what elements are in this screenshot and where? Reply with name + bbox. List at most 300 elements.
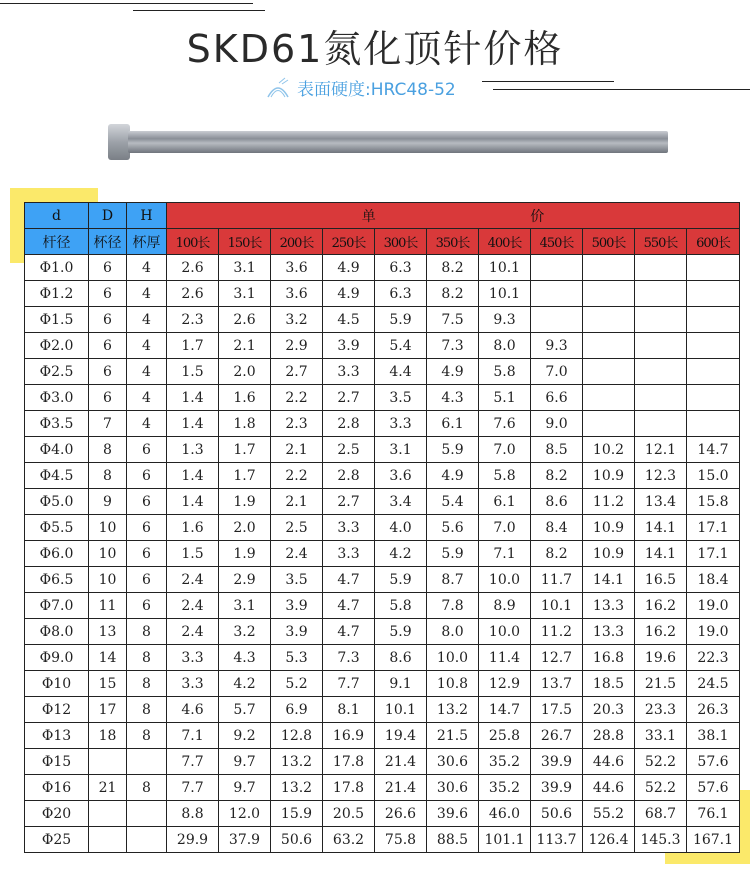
cell-price: 5.3 [271,645,323,671]
table-row [25,723,740,749]
ejector-pin-image [108,124,668,160]
cell-price: 8.4 [531,515,583,541]
cell-price: 5.1 [479,385,531,411]
cell-cup-thickness: 6 [127,567,167,593]
table-row [25,515,740,541]
cell-price: 11.4 [479,645,531,671]
cell-cup-thickness: 6 [127,541,167,567]
table-row [25,359,740,385]
cell-price: 2.5 [323,437,375,463]
cell-price: 12.7 [531,645,583,671]
table-row [25,801,740,827]
cell-cup-diameter: 15 [89,671,127,697]
cell-price: 22.3 [687,645,740,671]
cell-price: 7.7 [323,671,375,697]
cell-price: 2.6 [167,255,219,281]
cell-price: 5.9 [375,619,427,645]
cell-price: 4.9 [323,255,375,281]
cell-cup-diameter: 8 [89,437,127,463]
cell-price: 12.8 [271,723,323,749]
cell-price [687,281,740,307]
cell-price: 8.2 [531,541,583,567]
cell-price: 4.9 [427,359,479,385]
cell-price: 44.6 [583,775,635,801]
cell-price: 20.5 [323,801,375,827]
cell-cup-thickness: 8 [127,775,167,801]
cell-price: 1.5 [167,359,219,385]
cell-price: 17.1 [687,515,740,541]
cell-price: 2.0 [219,515,271,541]
cell-price: 29.9 [167,827,219,853]
cell-price: 1.4 [167,463,219,489]
cell-price: 5.9 [427,437,479,463]
cell-price: 2.0 [219,359,271,385]
cell-price: 3.6 [375,463,427,489]
cell-price: 5.6 [427,515,479,541]
cell-price: 76.1 [687,801,740,827]
cell-diameter: Φ4.5 [25,463,89,489]
cell-diameter: Φ20 [25,801,89,827]
cell-price: 7.3 [323,645,375,671]
cell-cup-diameter: 6 [89,333,127,359]
cell-price: 113.7 [531,827,583,853]
cell-price: 10.0 [479,567,531,593]
cell-price: 13.7 [531,671,583,697]
table-row [25,645,740,671]
cell-price: 8.2 [427,281,479,307]
cell-price: 52.2 [635,775,687,801]
cell-price: 167.1 [687,827,740,853]
cell-price: 13.2 [427,697,479,723]
table-row [25,593,740,619]
header-D: D [89,203,127,229]
cell-price: 9.3 [531,333,583,359]
table-row [25,619,740,645]
cell-price: 44.6 [583,749,635,775]
cell-diameter: Φ8.0 [25,619,89,645]
cell-diameter: Φ10 [25,671,89,697]
cell-price: 12.9 [479,671,531,697]
cell-price [687,411,740,437]
cell-price: 4.2 [375,541,427,567]
cell-price: 14.7 [479,697,531,723]
cell-price: 2.8 [323,463,375,489]
cell-price: 8.0 [479,333,531,359]
cell-price: 35.2 [479,749,531,775]
cell-price: 9.2 [219,723,271,749]
header-length-7: 450长 [531,229,583,255]
cell-cup-thickness: 6 [127,489,167,515]
cell-price: 1.5 [167,541,219,567]
cell-price: 6.6 [531,385,583,411]
cell-price: 7.8 [427,593,479,619]
cell-price [531,281,583,307]
page-title: SKD61氮化顶针价格 [186,27,564,71]
cell-price: 1.4 [167,489,219,515]
cell-price: 50.6 [531,801,583,827]
cell-cup-diameter: 10 [89,567,127,593]
cell-price: 17.8 [323,775,375,801]
cell-diameter: Φ9.0 [25,645,89,671]
subtitle-text: 表面硬度:HRC48-52 [297,80,456,100]
cell-price: 3.1 [375,437,427,463]
header-length-5: 350长 [427,229,479,255]
header-d: d [25,203,89,229]
cell-cup-diameter: 6 [89,307,127,333]
cell-price: 14.1 [635,515,687,541]
cell-price: 7.0 [479,515,531,541]
cell-price: 33.1 [635,723,687,749]
cell-price: 19.0 [687,593,740,619]
cell-price: 15.8 [687,489,740,515]
cell-cup-diameter: 6 [89,359,127,385]
cell-price: 3.1 [219,255,271,281]
cell-price: 16.5 [635,567,687,593]
cell-cup-thickness [127,827,167,853]
cell-price: 14.1 [635,541,687,567]
table-row [25,255,740,281]
cell-price: 2.8 [323,411,375,437]
hardness-icon [265,77,291,99]
subtitle [265,75,456,100]
cell-price: 5.9 [427,541,479,567]
cell-price: 2.4 [271,541,323,567]
cell-price: 46.0 [479,801,531,827]
cell-cup-thickness: 8 [127,619,167,645]
cell-price: 3.3 [323,515,375,541]
cell-cup-thickness: 4 [127,281,167,307]
cell-price: 1.9 [219,541,271,567]
cell-cup-diameter: 8 [89,463,127,489]
cell-price [635,385,687,411]
cell-price: 8.2 [427,255,479,281]
header-length-0: 100长 [167,229,219,255]
cell-price: 25.8 [479,723,531,749]
table-row [25,489,740,515]
cell-cup-diameter: 9 [89,489,127,515]
cell-price: 3.6 [271,281,323,307]
cell-diameter: Φ15 [25,749,89,775]
cell-cup-thickness: 4 [127,385,167,411]
cell-price: 8.9 [479,593,531,619]
table-row [25,827,740,853]
cell-price [635,255,687,281]
cell-price [687,333,740,359]
header-length-8: 500长 [583,229,635,255]
cell-price: 1.3 [167,437,219,463]
cell-price: 8.8 [167,801,219,827]
cell-price: 37.9 [219,827,271,853]
cell-price: 7.7 [167,775,219,801]
cell-price: 14.7 [687,437,740,463]
header-length-1: 150长 [219,229,271,255]
cell-price: 3.4 [375,489,427,515]
cell-price: 11.7 [531,567,583,593]
cell-price [635,281,687,307]
cell-cup-thickness: 4 [127,411,167,437]
cell-price: 5.8 [479,359,531,385]
cell-price: 5.4 [375,333,427,359]
cell-price: 2.3 [271,411,323,437]
cell-cup-diameter: 6 [89,281,127,307]
cell-cup-thickness: 6 [127,437,167,463]
cell-price: 39.6 [427,801,479,827]
cell-price: 7.3 [427,333,479,359]
table-row [25,697,740,723]
cell-price: 2.1 [271,437,323,463]
cell-price: 3.3 [167,645,219,671]
cell-price: 21.4 [375,775,427,801]
cell-price: 10.9 [583,541,635,567]
cell-price: 7.5 [427,307,479,333]
cell-cup-thickness: 8 [127,723,167,749]
cell-diameter: Φ16 [25,775,89,801]
cell-price: 17.8 [323,749,375,775]
cell-cup-diameter: 6 [89,255,127,281]
cell-price: 2.4 [167,619,219,645]
cell-price: 35.2 [479,775,531,801]
cell-price: 6.1 [479,489,531,515]
cell-price: 1.6 [219,385,271,411]
cell-cup-diameter [89,749,127,775]
cell-price: 5.4 [427,489,479,515]
cell-price: 30.6 [427,775,479,801]
cell-price: 13.4 [635,489,687,515]
cell-price: 7.6 [479,411,531,437]
cell-cup-diameter: 11 [89,593,127,619]
cell-cup-diameter: 17 [89,697,127,723]
cell-cup-thickness: 6 [127,593,167,619]
cell-cup-thickness: 4 [127,359,167,385]
decor-line [133,10,265,11]
header-H: H [127,203,167,229]
cell-diameter: Φ1.2 [25,281,89,307]
cell-price: 55.2 [583,801,635,827]
cell-price: 8.5 [531,437,583,463]
cell-price: 15.0 [687,463,740,489]
cell-price [687,255,740,281]
cell-price: 1.4 [167,385,219,411]
cell-price: 8.7 [427,567,479,593]
cell-price: 7.1 [479,541,531,567]
cell-price: 2.4 [167,593,219,619]
cell-price: 2.2 [271,463,323,489]
cell-price: 3.3 [167,671,219,697]
cell-price: 2.6 [219,307,271,333]
cell-diameter: Φ12 [25,697,89,723]
cell-price [583,385,635,411]
cell-price: 3.9 [271,619,323,645]
cell-price [687,359,740,385]
cell-price: 2.9 [219,567,271,593]
cell-diameter: Φ5.5 [25,515,89,541]
cell-cup-diameter: 18 [89,723,127,749]
cell-price: 12.0 [219,801,271,827]
header-length-2: 200长 [271,229,323,255]
cell-price: 10.2 [583,437,635,463]
cell-price: 21.5 [635,671,687,697]
cell-price: 11.2 [583,489,635,515]
header-unit-price-1: 单 [361,208,376,225]
cell-diameter: Φ3.5 [25,411,89,437]
header-length-3: 250长 [323,229,375,255]
cell-price: 10.9 [583,515,635,541]
cell-diameter: Φ4.0 [25,437,89,463]
cell-cup-diameter: 6 [89,385,127,411]
cell-price: 21.4 [375,749,427,775]
cell-diameter: Φ7.0 [25,593,89,619]
cell-price: 63.2 [323,827,375,853]
cell-price: 3.6 [271,255,323,281]
header-length-6: 400长 [479,229,531,255]
cell-price: 4.5 [323,307,375,333]
cell-price: 2.6 [167,281,219,307]
cell-price [583,281,635,307]
cell-price: 10.0 [427,645,479,671]
cell-price: 3.1 [219,593,271,619]
cell-price: 23.3 [635,697,687,723]
cell-price: 126.4 [583,827,635,853]
cell-price: 8.6 [531,489,583,515]
cell-price: 3.2 [271,307,323,333]
cell-price [583,333,635,359]
cell-price: 4.6 [167,697,219,723]
cell-price: 19.4 [375,723,427,749]
cell-cup-diameter: 14 [89,645,127,671]
cell-diameter: Φ3.0 [25,385,89,411]
cell-price: 4.7 [323,567,375,593]
cell-price [635,411,687,437]
cell-price: 18.5 [583,671,635,697]
cell-price: 26.3 [687,697,740,723]
header-length-10: 600长 [687,229,740,255]
cell-price: 4.0 [375,515,427,541]
cell-price: 7.0 [479,437,531,463]
cell-price: 13.2 [271,749,323,775]
cell-price: 26.7 [531,723,583,749]
cell-price: 1.7 [219,463,271,489]
cell-price: 17.5 [531,697,583,723]
cell-price: 10.9 [583,463,635,489]
cell-price: 2.1 [271,489,323,515]
cell-price: 19.0 [687,619,740,645]
cell-price: 12.1 [635,437,687,463]
cell-price: 4.3 [427,385,479,411]
header-length-4: 300长 [375,229,427,255]
cell-cup-thickness [127,749,167,775]
cell-price [583,359,635,385]
cell-price: 6.3 [375,281,427,307]
cell-price: 2.1 [219,333,271,359]
cell-price: 2.7 [323,489,375,515]
header-unit-price-2: 价 [530,208,545,225]
cell-cup-diameter: 13 [89,619,127,645]
table-row [25,437,740,463]
cell-price: 3.9 [271,593,323,619]
cell-price: 2.7 [271,359,323,385]
cell-price: 101.1 [479,827,531,853]
cell-price: 5.8 [375,593,427,619]
cell-price: 88.5 [427,827,479,853]
cell-price [531,255,583,281]
cell-price: 17.1 [687,541,740,567]
cell-price: 5.9 [375,307,427,333]
decor-line [482,81,614,82]
cell-price: 11.2 [531,619,583,645]
cell-price: 1.7 [167,333,219,359]
cell-price: 9.0 [531,411,583,437]
cell-price: 16.2 [635,593,687,619]
cell-price [583,411,635,437]
cell-price: 9.3 [479,307,531,333]
cell-price: 16.8 [583,645,635,671]
cell-price: 10.0 [479,619,531,645]
cell-price: 3.5 [375,385,427,411]
cell-cup-diameter [89,827,127,853]
decor-line [0,3,253,4]
cell-price: 13.2 [271,775,323,801]
cell-price: 7.0 [531,359,583,385]
cell-price: 4.7 [323,593,375,619]
cell-price: 20.3 [583,697,635,723]
cell-cup-thickness: 4 [127,255,167,281]
table-row [25,775,740,801]
table-row [25,749,740,775]
table-row [25,463,740,489]
cell-price: 145.3 [635,827,687,853]
cell-price: 1.9 [219,489,271,515]
header-D-label: 杯径 [89,229,127,255]
decor-line [493,89,750,90]
cell-price: 4.7 [323,619,375,645]
cell-price: 3.1 [219,281,271,307]
cell-price: 4.9 [427,463,479,489]
cell-cup-diameter: 10 [89,541,127,567]
cell-cup-thickness: 8 [127,697,167,723]
cell-diameter: Φ6.0 [25,541,89,567]
cell-price: 4.2 [219,671,271,697]
cell-price: 6.1 [427,411,479,437]
cell-price: 30.6 [427,749,479,775]
cell-price: 2.2 [271,385,323,411]
cell-price: 14.1 [583,567,635,593]
cell-price: 39.9 [531,775,583,801]
cell-price: 10.8 [427,671,479,697]
cell-price: 24.5 [687,671,740,697]
cell-price: 7.1 [167,723,219,749]
cell-diameter: Φ25 [25,827,89,853]
cell-price: 50.6 [271,827,323,853]
cell-price [635,359,687,385]
cell-price [583,307,635,333]
cell-price: 39.9 [531,749,583,775]
cell-price: 1.8 [219,411,271,437]
cell-price: 8.6 [375,645,427,671]
cell-cup-diameter: 7 [89,411,127,437]
cell-diameter: Φ1.5 [25,307,89,333]
cell-cup-thickness: 4 [127,307,167,333]
cell-price: 1.4 [167,411,219,437]
cell-price: 10.1 [479,255,531,281]
cell-price: 10.1 [479,281,531,307]
cell-price: 2.4 [167,567,219,593]
cell-diameter: Φ13 [25,723,89,749]
cell-diameter: Φ6.5 [25,567,89,593]
cell-price: 7.7 [167,749,219,775]
cell-price: 3.3 [375,411,427,437]
header-unit-price [167,203,740,229]
cell-price: 3.3 [323,541,375,567]
